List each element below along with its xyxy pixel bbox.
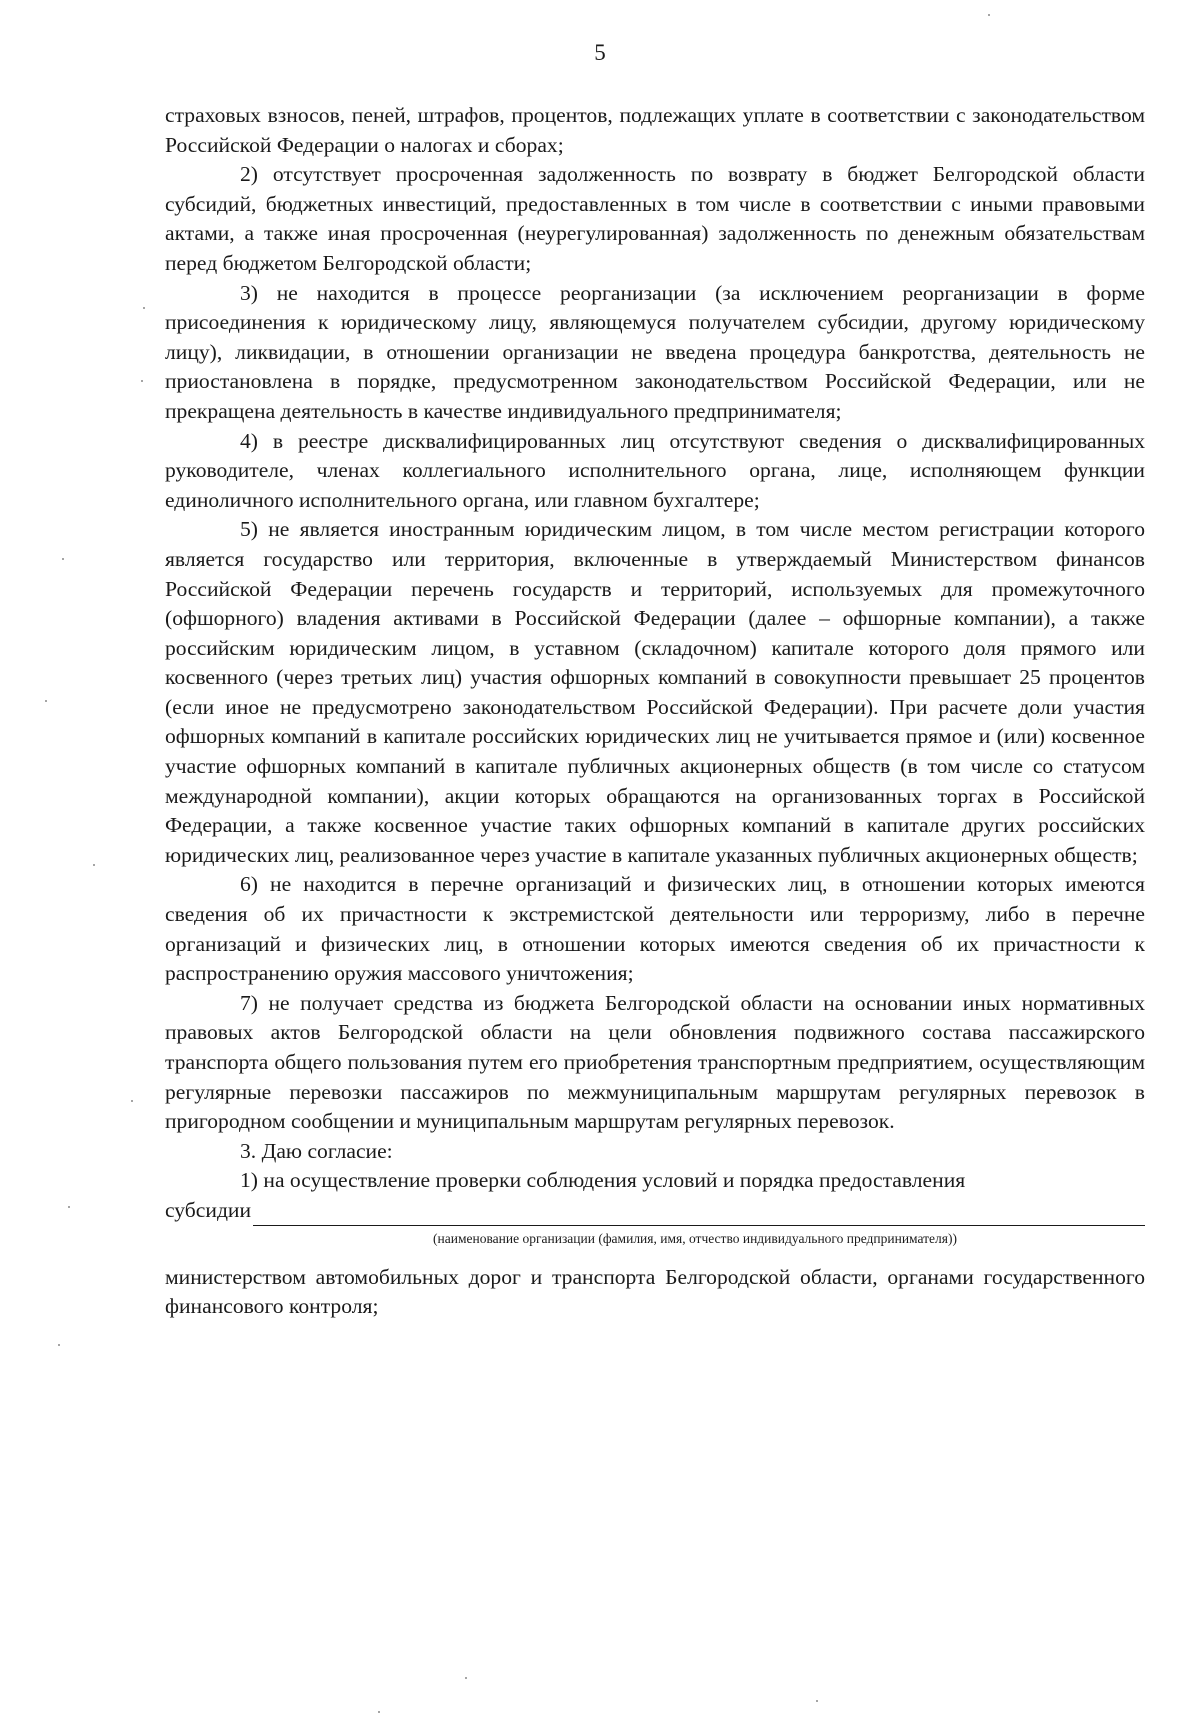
scan-speck (93, 864, 95, 866)
scan-speck (988, 14, 990, 16)
section-heading-consent: 3. Даю согласие: (240, 1138, 393, 1163)
paragraph-item-2: 2) отсутствует просроченная задолженность по возврату в бюджет Белгородской области субсидий, бюджетных инвестиций, предоставленных в том числе в соответствии с иными правовыми актами, а также иная просроченная (неурегулированная) задолженность по денежным обязательствам перед бюджетом Белгородской области; (165, 162, 1145, 275)
paragraph-item-7: 7) не получает средства из бюджета Белгородской области на основании иных нормативных правовых актов Белгородской области на цели обновления подвижного состава пассажирского транспорта общего пользования путем его приобретения транспортным предприятием, осуществляющим регулярные перевозки пассажиров по межмуниципальным маршрутам регулярных перевозок в пригородном сообщении и муниципальным маршрутам регулярных перевозок. (165, 990, 1145, 1134)
paragraph-item-3: 3) не находится в процессе реорганизации (за исключением реорганизации в форме присоединения к юридическому лицу, являющемуся получателем субсидии, другому юридическому лицу), ликвидации, в отношении организации не введена процедура банкротства, деятельность не приостановлена в порядке, предусмотренном законодательством Российской Федерации, или не прекращена деятельность в качестве индивидуального предпринимателя; (165, 280, 1145, 423)
scan-speck (45, 700, 47, 702)
scan-speck (378, 1711, 380, 1713)
organization-name-field (165, 1196, 1145, 1226)
paragraph-item-6: 6) не находится в перечне организаций и физических лиц, в отношении которых имеются сведения об их причастности к экстремистской деятельности или терроризму, либо в перечне организаций и физических лиц, в отношении которых имеются сведения об их причастности к распространению оружия массового уничтожения; (165, 872, 1145, 986)
scan-speck (143, 307, 145, 309)
paragraph-continuation: страховых взносов, пеней, штрафов, процентов, подлежащих уплате в соответствии с законодательством Российской Федерации о налогах и сборах; (165, 103, 1145, 157)
paragraph-consent-1: 1) на осуществление проверки соблюдения условий и порядка предоставления (240, 1168, 966, 1193)
scan-speck (58, 1344, 60, 1346)
subsidy-word: субсидии (165, 1197, 252, 1222)
organization-name-blank-line (253, 1204, 1145, 1226)
scan-speck (465, 1677, 467, 1679)
scan-speck (62, 558, 64, 560)
field-caption: (наименование организации (фамилия, имя, отчество индивидуального предпринимателя)) (433, 1230, 957, 1246)
scan-speck (816, 1700, 818, 1702)
paragraph-item-5: 5) не является иностранным юридическим лицом, в том числе местом регистрации которого является государство или территория, включенные в утверждаемый Министерством финансов Российской Федерации перечень государств и территорий, используемых для промежуточного (офшорного) владения активами в Российской Федерации (далее – офшорные компании), а также российским юридическим лицом, в уставном (складочном) капитале которого доля прямого или косвенного (через третьих лиц) участия офшорных компаний в совокупности превышает 25 процентов (если иное не предусмотрено законодательством Российской Федерации). При расчете доли участия офшорных компаний в капитале российских юридических лиц не учитывается прямое и (или) косвенное участие офшорных компаний в капитале публичных акционерных обществ (в том числе со статусом международной компании), акции которых обращаются на организованных торгах в Российской Федерации, а также косвенное участие таких офшорных компаний в капитале других российских юридических лиц, реализованное через участие в капитале указанных публичных акционерных обществ; (165, 517, 1145, 867)
page-number: 5 (594, 40, 606, 65)
document-body (165, 101, 1145, 1322)
scan-speck (68, 1206, 70, 1208)
paragraph-consent-1-continuation: министерством автомобильных дорог и транспорта Белгородской области, органами государственного финансового контроля; (165, 1264, 1145, 1319)
paragraph-item-4: 4) в реестре дисквалифицированных лиц отсутствуют сведения о дисквалифицированных руководителе, членах коллегиального исполнительного органа, лице, исполняющем функции единоличного исполнительного органа, или главном бухгалтере; (165, 428, 1145, 512)
scan-speck (141, 380, 143, 382)
scan-speck (131, 1100, 133, 1102)
